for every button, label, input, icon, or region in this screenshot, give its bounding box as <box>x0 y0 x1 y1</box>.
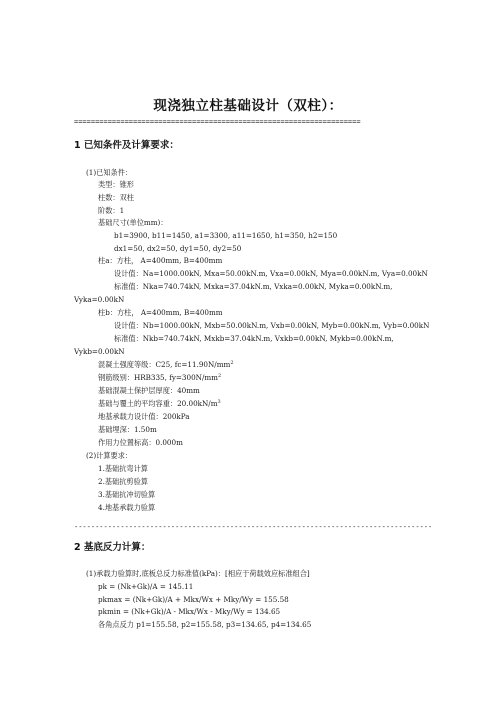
dimensions-line-1: b1=3900, b11=1450, a1=3300, a11=1650, h1=350, h2=150 <box>114 231 338 240</box>
column-count-line: 柱数：双柱 <box>98 193 134 202</box>
squared-superscript: 2 <box>218 373 222 379</box>
pkmax-line: pkmax = (Nk+Gk)/A + Mkx/Wx + Mky/Wy = 155.58 <box>98 595 289 604</box>
bearing-capacity-line: 地基承载力设计值：200kPa <box>98 412 190 421</box>
requirements-header: (2)计算要求： <box>86 451 133 460</box>
soil-unit-weight-line: 基础与覆土的平均容重：$20.00kN/m^3$ <box>98 399 221 408</box>
reaction-subheading: (1)承载力验算时,底板总反力标准值(kPa)：[相应于荷载效应标准组合] <box>86 569 310 578</box>
corner-reactions-line: 各角点反力 p1=155.58, p2=155.58, p3=134.65, p4=134.65 <box>98 620 312 629</box>
dimensions-header: 基础尺寸(单位mm)： <box>98 218 168 227</box>
requirement-4: 4.地基承载力验算 <box>98 503 156 512</box>
column-a-design-values: 设计值：Na=1000.00kN, Mxa=50.00kN.m, Vxa=0.00kN, Mya=0.00kN.m, Vya=0.00kN <box>114 269 428 278</box>
requirement-2: 2.基础抗剪验算 <box>98 477 148 486</box>
column-b-design-values: 设计值：Nb=1000.00kN, Mxb=50.00kN.m, Vxb=0.00kN, Myb=0.00kN.m, Vyb=0.00kN <box>114 321 430 330</box>
requirement-1: 1.基础抗弯计算 <box>98 464 148 473</box>
column-b-line: 柱b：方柱， A=400mm, B=400mm <box>98 308 223 317</box>
document-title: 现浇独立柱基础设计（双柱）： <box>153 98 343 114</box>
column-b-standard-wrap: Vykb=0.00kN <box>74 347 125 356</box>
load-elevation-line: 作用力位置标高：0.000m <box>98 438 183 447</box>
dashed-rule: ------------------------------------------------------------------------------------- <box>74 523 433 531</box>
column-b-standard-values: 标准值：Nkb=740.74kN, Mxkb=37.04kN.m, Vxkb=0.00kN, Mykb=0.00kN.m, <box>114 334 394 343</box>
pkmin-line: pkmin = (Nk+Gk)/A - Mkx/Wx - Mky/Wy = 134.65 <box>98 607 281 616</box>
type-line: 类型：锥形 <box>98 180 134 189</box>
known-conditions-header: (1)已知条件： <box>86 168 133 177</box>
cubed-superscript: 3 <box>217 399 221 405</box>
embedment-depth-line: 基础埋深：1.50m <box>98 425 157 434</box>
double-rule: ==================================================================== <box>74 118 361 126</box>
column-a-standard-wrap: Vyka=0.00kN <box>74 295 125 304</box>
concrete-grade-line: 混凝土强度等级：C25, $fc=11.90N/mm^2$ <box>98 360 234 369</box>
steps-line: 阶数：1 <box>98 206 125 215</box>
steel-grade-line: 钢筋级别：HRB335, $fy=300N/mm^2$ <box>98 373 222 382</box>
dimensions-line-2: dx1=50, dx2=50, dy1=50, dy2=50 <box>114 244 242 253</box>
pk-line: pk = (Nk+Gk)/A = 145.11 <box>98 582 194 591</box>
column-a-line: 柱a：方柱， A=400mm, B=400mm <box>98 256 223 265</box>
section-1-heading: 1 已知条件及计算要求： <box>74 140 179 151</box>
requirement-3: 3.基础抗冲切验算 <box>98 490 156 499</box>
column-a-standard-values: 标准值：Nka=740.74kN, Mxka=37.04kN.m, Vxka=0.00kN, Myka=0.00kN.m, <box>114 282 393 291</box>
section-2-heading: 2 基底反力计算： <box>74 542 151 553</box>
squared-superscript: 2 <box>230 360 234 366</box>
concrete-cover-line: 基础混凝土保护层厚度：40mm <box>98 386 200 395</box>
